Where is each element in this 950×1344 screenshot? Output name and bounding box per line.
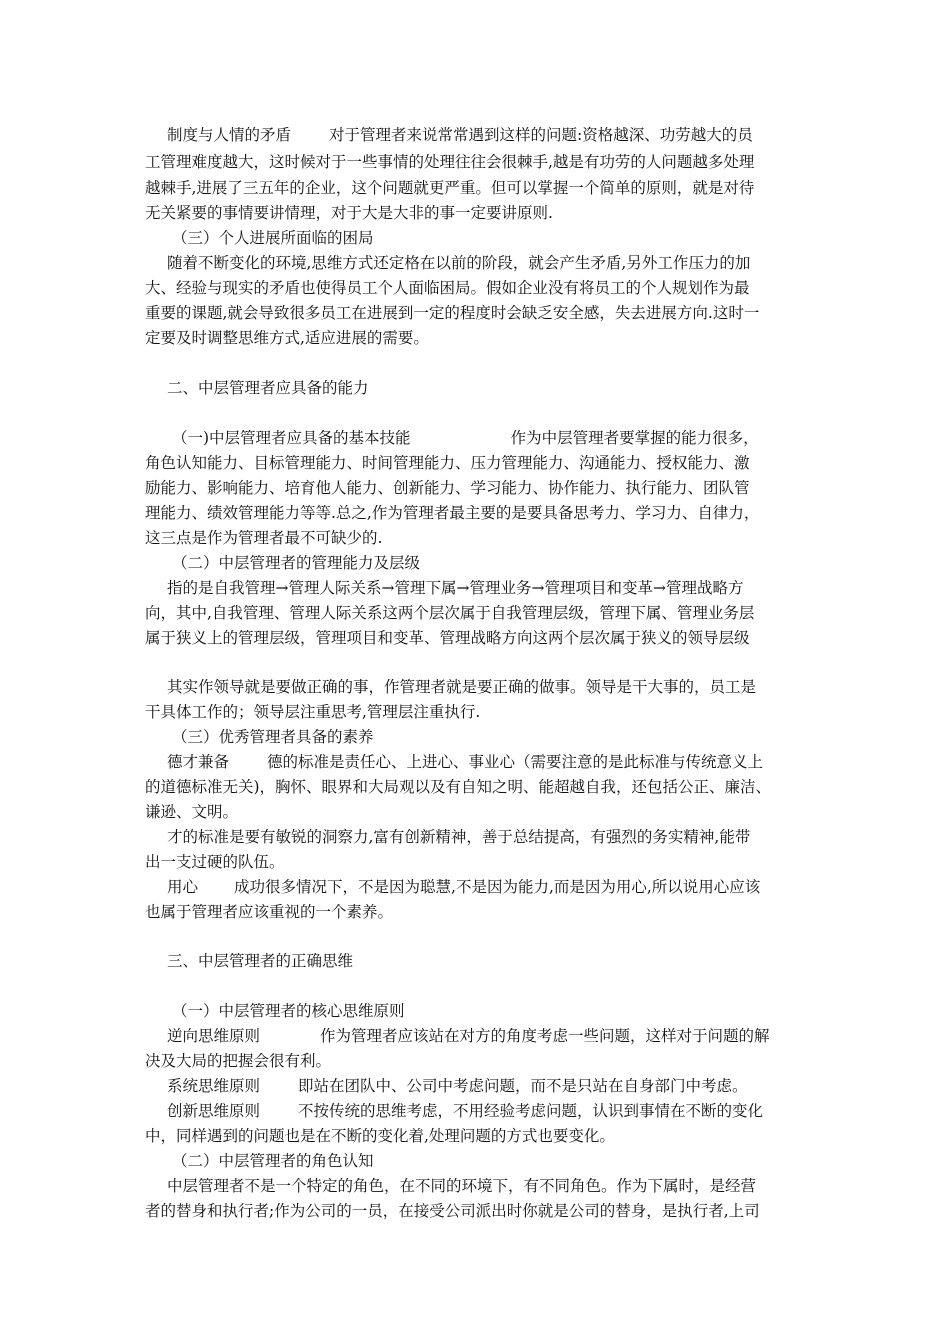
run-in-heading: 创新思维原则 xyxy=(167,1102,261,1120)
paragraph-line: 定要及时调整思维方式,适应进展的需要。 xyxy=(145,329,429,347)
paragraph-line: 也属于管理者应该重视的一个素养。 xyxy=(145,903,394,921)
run-in-heading: 制度与人情的矛盾 xyxy=(167,126,292,144)
paragraph-text: 成功很多情况下，不是因为聪慧,不是因为能力,而是因为用心,所以说用心应该 xyxy=(234,878,761,896)
paragraph-line xyxy=(167,1101,763,1121)
paragraph-text: 作为中层管理者要掌握的能力很多， xyxy=(510,429,759,447)
paragraph-text: 作为管理者应该站在对方的角度考虑一些问题，这样对于问题的解 xyxy=(320,1027,770,1045)
paragraph-line: 无关紧要的事情要讲情理，对于大是大非的事一定要讲原则. xyxy=(145,204,553,222)
run-in-heading: 系统思维原则 xyxy=(167,1077,261,1095)
paragraph-text: 对于管理者来说常常遇到这样的问题:资格越深、功劳越大的员 xyxy=(329,126,753,144)
paragraph-line: 者的替身和执行者;作为公司的一员，在接受公司派出时你就是公司的替身，是执行者,上司 xyxy=(145,1202,760,1220)
paragraph-line: 向，其中,自我管理、管理人际关系这两个层次属于自我管理层级，管理下属、管理业务层 xyxy=(145,604,755,622)
paragraph-line: 出一支过硬的队伍。 xyxy=(145,853,285,871)
paragraph-line: 理能力、绩效管理能力等等.总之,作为管理者最主要的是要具备思考力、学习力、自律力， xyxy=(145,504,760,522)
paragraph-line xyxy=(167,752,763,772)
paragraph-line xyxy=(167,877,760,897)
paragraph-line: 才的标准是要有敏锐的洞察力,富有创新精神，善于总结提高，有强烈的务实精神,能带 xyxy=(167,828,751,846)
paragraph-line xyxy=(167,1076,748,1096)
paragraph-line: 大、经验与现实的矛盾也使得员工个人面临困局。假如企业没有将员工的个人规划作为最 xyxy=(145,279,750,297)
subsection-title: （三）优秀管理者具备的素养 xyxy=(172,728,374,746)
paragraph-line xyxy=(172,428,759,448)
paragraph-line: 中，同样遇到的问题也是在不断的变化着,处理问题的方式也要变化。 xyxy=(145,1127,615,1145)
paragraph-line: 其实作领导就是要做正确的事，作管理者就是要正确的做事。领导是干大事的，员工是 xyxy=(167,678,757,696)
paragraph-line: 这三点是作为管理者最不可缺少的. xyxy=(145,529,383,547)
paragraph-line: 指的是自我管理→管理人际关系→管理下属→管理业务→管理项目和变革→管理战略方 xyxy=(167,579,744,597)
paragraph-line: 中层管理者不是一个特定的角色，在不同的环境下，有不同角色。作为下属时，是经营 xyxy=(167,1177,757,1195)
paragraph-line: 角色认知能力、目标管理能力、时间管理能力、压力管理能力、沟通能力、授权能力、激 xyxy=(145,454,750,472)
section-title: 二、中层管理者应具备的能力 xyxy=(167,379,369,397)
paragraph-line: 的道德标准无关)，胸怀、眼界和大局观以及有自知之明、能超越自我，还包括公正、廉洁、 xyxy=(145,778,772,796)
paragraph-line: 越棘手,进展了三五年的企业，这个问题就更严重。但可以掌握一个简单的原则，就是对待 xyxy=(145,179,755,197)
subsection-title: （一）中层管理者的核心思维原则 xyxy=(172,1002,405,1020)
section-title: 三、中层管理者的正确思维 xyxy=(167,952,354,970)
run-in-heading: 逆向思维原则 xyxy=(167,1027,261,1045)
paragraph-text: 不按传统的思维考虑，不用经验考虑问题，认识到事情在不断的变化 xyxy=(298,1102,764,1120)
paragraph-line: 工管理难度越大，这时候对于一些事情的处理往往会很棘手,越是有功劳的人问题越多处理 xyxy=(145,153,755,171)
subsection-title: （二）中层管理者的角色认知 xyxy=(172,1152,374,1170)
paragraph-line: 谦逊、文明。 xyxy=(145,803,239,821)
paragraph-line xyxy=(167,125,753,145)
subsection-title: （三）个人进展所面临的困局 xyxy=(172,229,374,247)
paragraph-line: 励能力、影响能力、培育他人能力、创新能力、学习能力、协作能力、执行能力、团队管 xyxy=(145,479,750,497)
paragraph-line: 重要的课题,就会导致很多员工在进展到一定的程度时会缺乏安全感，失去进展方向.这时一 xyxy=(145,304,760,322)
paragraph-text: 德的标准是责任心、上进心、事业心（需要注意的是此标准与传统意义上 xyxy=(267,753,764,771)
paragraph-line: 属于狭义上的管理层级，管理项目和变革、管理战略方向这两个层次属于狭义的领导层级 xyxy=(145,629,750,647)
paragraph-line: 决及大局的把握会很有利。 xyxy=(145,1052,332,1070)
run-in-heading: （一)中层管理者应具备的基本技能 xyxy=(172,429,411,447)
run-in-heading: 用心 xyxy=(167,878,199,896)
subsection-title: （二）中层管理者的管理能力及层级 xyxy=(172,554,421,572)
paragraph-line: 随着不断变化的环境,思维方式还定格在以前的阶段，就会产生矛盾,另外工作压力的加 xyxy=(167,254,751,272)
run-in-heading: 德才兼备 xyxy=(167,753,230,771)
paragraph-line: 干具体工作的；领导层注重思考,管理层注重执行. xyxy=(145,703,481,721)
paragraph-line xyxy=(167,1026,770,1046)
paragraph-text: 即站在团队中、公司中考虑问题，而不是只站在自身部门中考虑。 xyxy=(298,1077,748,1095)
